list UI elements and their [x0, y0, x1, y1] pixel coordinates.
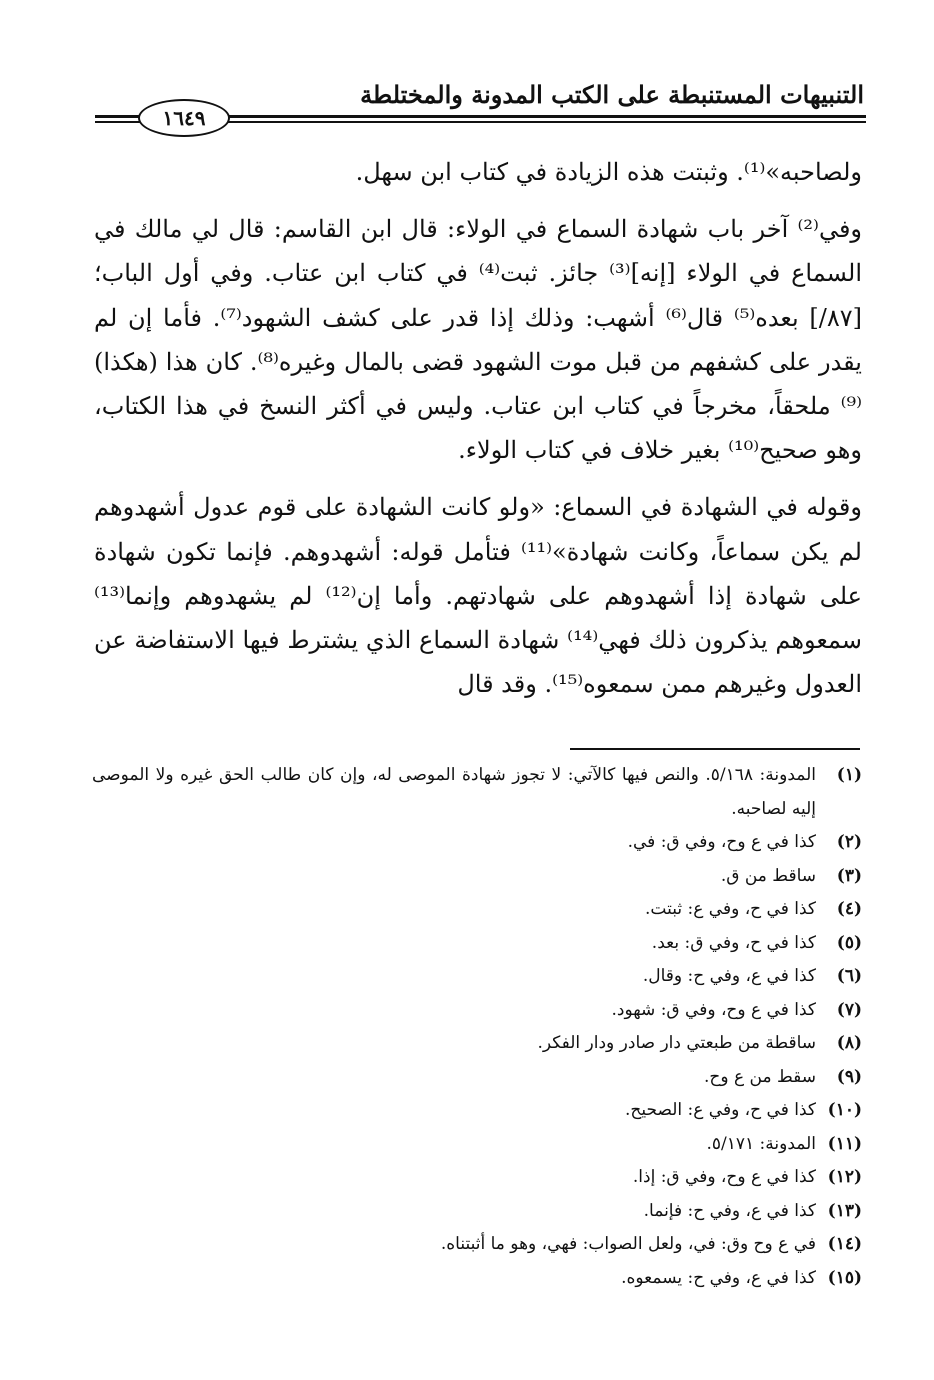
- paragraph: وفي⁽²⁾ آخر باب شهادة السماع في الولاء: قال ابن القاسم: قال لي مالك في السماع في الولاء [إنه]⁽³⁾ جائز. ثبت⁽⁴⁾ في كتاب ابن عتاب. وفي أول الباب؛ [٨٧/] بعده⁽⁵⁾ قال⁽⁶⁾ أشهب: وذلك إذا قدر على كشف الشهود⁽⁷⁾. فأما إن لم يقدر على كشفهم من قبل موت الشهود قضى بالمال وغيره⁽⁸⁾. كان هذا (هكذا)⁽⁹⁾ ملحقاً، مخرجاً في كتاب ابن عتاب. وليس في أكثر النسخ في هذا الكتاب، وهو صحيح⁽¹⁰⁾ بغير خلاف في كتاب الولاء.: [94, 215, 863, 465]
- footnote-text: كذا في ع وح، وفي ق: شهود.: [611, 999, 816, 1020]
- footnote-number: (١٣): [827, 1200, 862, 1221]
- footnote-number: (١٤): [827, 1234, 862, 1254]
- footnote-item: [92, 1195, 862, 1229]
- footnote-item: [92, 1262, 862, 1296]
- footnote-number: (٩): [836, 1066, 862, 1087]
- footnote-number: (٤): [836, 899, 862, 919]
- footnote-text: كذا في ح، وفي ق: بعد.: [651, 932, 816, 953]
- footnote-item: [92, 1027, 862, 1061]
- footnote-item: [92, 994, 862, 1028]
- footnote-number: (٦): [836, 966, 862, 986]
- footnote-number: (١٢): [827, 1167, 862, 1187]
- footnote-text: ساقط من ق.: [720, 865, 816, 886]
- paragraph: وقوله في الشهادة في السماع: «ولو كانت الشهادة على قوم عدول أشهدوهم لم يكن سماعاً، وكانت شهادة»⁽¹¹⁾ فتأمل قوله: أشهدوهم. فإنما تكون شهادة على شهادة إذا أشهدوهم على شهادتهم. وأما إن⁽¹²⁾ لم يشهدوهم وإنما⁽¹³⁾ سمعوهم يذكرون ذلك فهي⁽¹⁴⁾ شهادة السماع الذي يشترط فيها الاستفاضة عن العدول وغيرهم ممن سمعوه⁽¹⁵⁾. وقد قال: [94, 493, 862, 699]
- footnote-number: (٣): [836, 865, 862, 886]
- footnote-text: في ع وح وق: في، ولعل الصواب: فهي، وهو ما أثبتناه.: [440, 1234, 816, 1254]
- footnote-number: (١١): [827, 1133, 862, 1154]
- footnote-item: [92, 1061, 862, 1095]
- footnote-item: [92, 893, 862, 927]
- footnote-number: (٥): [836, 932, 862, 953]
- main-text: [94, 150, 862, 706]
- footnote-item: [92, 927, 862, 961]
- footnote-item: [92, 1094, 862, 1128]
- page-number-badge: [138, 99, 230, 137]
- footnote-number: (٧): [836, 999, 862, 1020]
- footnote-item: [92, 1128, 862, 1162]
- footnote-text: ساقطة من طبعتي دار صادر ودار الفكر.: [537, 1033, 816, 1053]
- running-header-title: التنبيهات المستنبطة على الكتب المدونة والمختلطة: [360, 80, 864, 109]
- footnote-text: المدونة: ٥/١٧١.: [706, 1133, 816, 1154]
- footnote-item: [92, 860, 862, 894]
- footnote-text: المدونة: ٥/١٦٨. والنص فيها كالآتي: لا تجوز شهادة الموصى له، وإن كان طالب الحق غيره ولا الموصى إليه لصاحبه.: [92, 765, 816, 819]
- footnote-item: [92, 1228, 862, 1262]
- footnote-text: كذا في ح، وفي ع: الصحيح.: [624, 1100, 816, 1120]
- footnote-text: كذا في ع وح، وفي ق: في.: [627, 832, 816, 852]
- footnote-number: (١٠): [827, 1100, 862, 1120]
- footnote-text: كذا في ع وح، وفي ق: إذا.: [632, 1167, 816, 1187]
- footnote-number: (٨): [836, 1033, 862, 1053]
- footnote-number: (١): [836, 765, 862, 785]
- paragraph: ولصاحبه»⁽¹⁾. وثبتت هذه الزيادة في كتاب ابن سهل.: [355, 158, 862, 186]
- footnote-number: (٢): [836, 832, 862, 852]
- footnote-item: [92, 759, 862, 826]
- footnotes: [92, 759, 862, 1295]
- footnote-text: كذا في ع، وفي ح: فإنما.: [643, 1200, 816, 1221]
- footnote-text: سقط من ع وح.: [704, 1066, 816, 1087]
- footnote-text: كذا في ع، وفي ح: يسمعوه.: [621, 1267, 816, 1288]
- footnote-text: كذا في ع، وفي ح: وقال.: [642, 966, 816, 986]
- footnote-item: [92, 960, 862, 994]
- footnote-separator: [570, 748, 860, 750]
- footnote-text: كذا في ح، وفي ع: ثبتت.: [645, 899, 816, 919]
- footnote-item: [92, 1161, 862, 1195]
- page-number: ١٦٤٩: [162, 106, 206, 130]
- footnote-number: (١٥): [827, 1267, 862, 1288]
- footnote-item: [92, 826, 862, 860]
